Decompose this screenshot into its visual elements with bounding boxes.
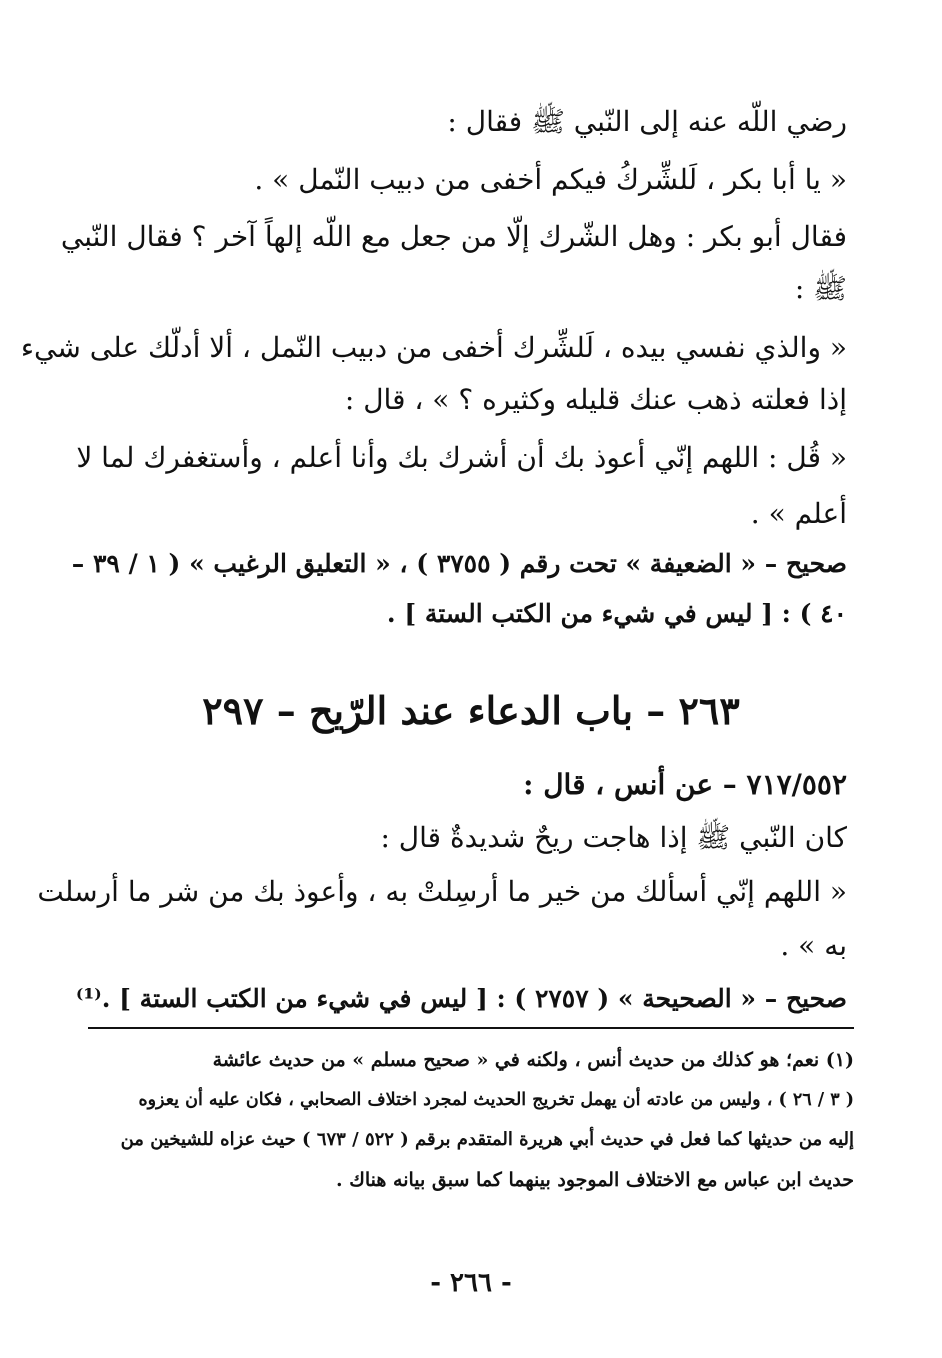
hadith-number-line: ٧١٧/٥٥٢ – عن أنس ، قال :: [523, 768, 847, 801]
grading-line: صحيح – « الصحيحة » ( ٢٧٥٧ ) : [ ليس في شيء من الكتب الستة ] .⁽¹⁾: [75, 984, 847, 1013]
grading-line: ٤٠ ) : [ ليس في شيء من الكتب الستة ] .: [386, 599, 847, 628]
page-number: - ٢٦٦ -: [430, 1268, 512, 1298]
text-line: كان النّبي ﷺ إذا هاجت ريحٌ شديدةٌ قال :: [380, 821, 847, 854]
text-line: فقال أبو بكر : وهل الشّرك إلّا من جعل مع اللّه إلهاً آخر ؟ فقال النّبي: [60, 220, 847, 253]
text-line: « اللهم إنّي أسألك من خير ما أرسِلتْ به ، وأعوذ بك من شر ما أرسلت: [37, 875, 847, 908]
text-line: به » .: [780, 929, 847, 962]
text-line: رضي اللّه عنه إلى النّبي ﷺ فقال :: [447, 105, 847, 138]
footnote-line: إليه من حديثها كما فعل في حديث أبي هريرة المتقدم برقم ( ٥٢٢ / ٦٧٣ ) حيث عزاه للشيخين من: [120, 1129, 854, 1150]
footnote-line: (١) نعم؛ هو كذلك من حديث أنس ، ولكنه في « صحيح مسلم » من حديث عائشة: [212, 1049, 854, 1071]
grading-line: صحيح – « الضعيفة » تحت رقم ( ٣٧٥٥ ) ، « التعليق الرغيب » ( ١ / ٣٩ –: [71, 549, 847, 578]
text-line: إذا فعلته ذهب عنك قليله وكثيره ؟ » ، قال :: [344, 383, 847, 416]
footnote-line: حديث ابن عباس مع الاختلاف الموجود بينهما كما سبق بيانه هناك .: [335, 1169, 854, 1191]
text-line: « قُل : اللهم إنّي أعوذ بك أن أشرك بك وأنا أعلم ، وأستغفرك لما لا: [76, 441, 847, 474]
text-line: « يا أبا بكر ، لَلشِّركُ فيكم أخفى من دبيب النّمل » .: [254, 163, 847, 196]
footnote-line: ( ٣ / ٢٦ ) ، وليس من عادته أن يهمل تخريج الحديث لمجرد اختلاف الصحابي ، فكان عليه أن يعزوه: [138, 1090, 854, 1110]
footnotes-block: [84, 1040, 854, 1200]
footnote-divider: [88, 1027, 854, 1029]
text-line: ﷺ :: [794, 272, 847, 305]
text-line: أعلم » .: [750, 497, 847, 530]
lower-text-block: [37, 762, 847, 1024]
text-line: « والذي نفسي بيده ، لَلشِّرك أخفى من دبيب النّمل ، ألا أدلّك على شيء: [20, 331, 847, 364]
upper-text-block: [20, 98, 847, 638]
chapter-heading: ٢٦٣ – باب الدعاء عند الرّيح – ٢٩٧: [202, 688, 740, 733]
